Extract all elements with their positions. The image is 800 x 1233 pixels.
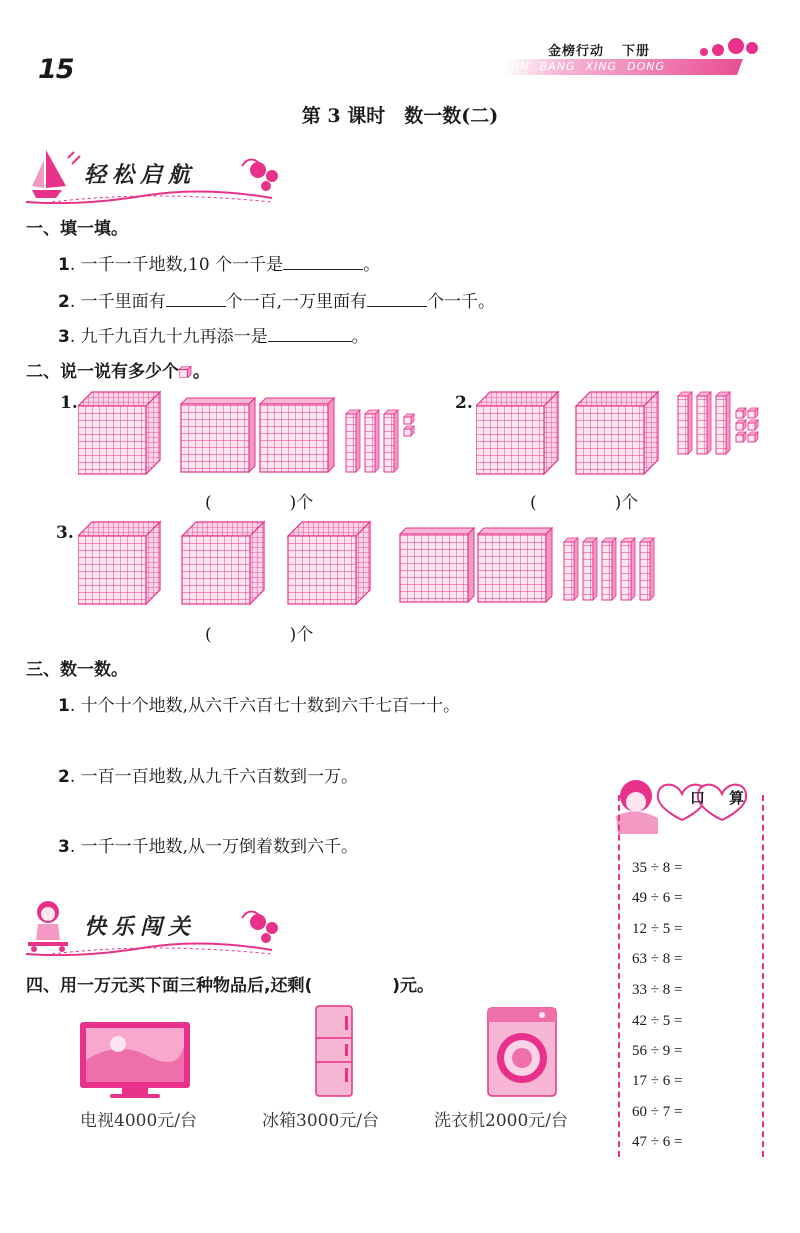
decor-dot: [746, 42, 758, 54]
answer-2-2[interactable]: [530, 488, 638, 513]
section-4-heading: [26, 971, 434, 996]
brand-title: [548, 40, 668, 59]
question-text: . 九千九百九十九再添一是: [69, 327, 268, 347]
problem-2-3-number: 3.: [56, 523, 74, 543]
math-problem: 12 ÷ 5 =: [632, 921, 683, 937]
pinyin-word: DONG: [627, 60, 665, 73]
product-label-washer: 洗衣机2000元/台: [434, 1111, 568, 1131]
question-text: . 一百一百地数,从九千六百数到一万。: [69, 767, 359, 787]
pinyin-word: BANG: [539, 60, 576, 73]
question-suffix: 。: [351, 327, 369, 347]
question-number: 1: [58, 696, 70, 716]
unit-cube-icon: [179, 366, 193, 378]
pinyin-word: XING: [585, 60, 618, 73]
paren-close: )个: [614, 493, 639, 513]
lesson-title: 第 3 课时 数一数(二): [301, 105, 499, 127]
decor-dot: [700, 48, 708, 56]
math-problem: 63 ÷ 8 =: [632, 951, 683, 967]
math-problem: 60 ÷ 7 =: [632, 1104, 683, 1120]
question-text: 个一百,一万里面有: [225, 292, 368, 312]
section-3-heading: 三、数一数。: [26, 660, 128, 680]
heart-label-right: 算: [729, 789, 745, 807]
question-3-1: [58, 691, 460, 716]
paren-open: (: [205, 493, 212, 513]
question-number: 3: [58, 837, 70, 857]
blocks-group-2: [476, 390, 776, 476]
banner-title: 轻松启航: [84, 163, 197, 188]
problem-2-1-number: 1.: [60, 393, 78, 413]
blocks-group-3: [78, 520, 658, 608]
blocks-group-1: [78, 390, 438, 476]
volume-label: 下册: [622, 44, 651, 59]
answer-blank[interactable]: [268, 324, 352, 342]
banner-title: 快乐闯关: [84, 915, 197, 940]
question-3-3: [58, 832, 358, 857]
math-problem: 33 ÷ 8 =: [632, 982, 683, 998]
paren-open: (: [205, 625, 212, 645]
brand-pinyin: [512, 60, 675, 73]
question-suffix: 。: [363, 255, 381, 275]
question-number: 2: [58, 292, 70, 312]
math-problem: 49 ÷ 6 =: [632, 890, 683, 906]
math-problem: 17 ÷ 6 =: [632, 1073, 683, 1089]
fridge-icon: [314, 1004, 354, 1100]
math-problem: 35 ÷ 8 =: [632, 860, 683, 876]
question-1-1: [58, 250, 380, 275]
pinyin-word: JIN: [512, 60, 530, 73]
section-2-tail: 。: [193, 362, 210, 382]
question-number: 1: [58, 255, 70, 275]
question-text: . 一千一千地数,从一万倒着数到六千。: [69, 837, 359, 857]
answer-blank[interactable]: [367, 289, 427, 307]
section-2-heading: [26, 357, 210, 382]
question-1-2: [58, 287, 495, 312]
answer-blank[interactable]: [166, 289, 226, 307]
answer-2-3[interactable]: [205, 620, 313, 645]
paren-close: )个: [289, 625, 314, 645]
problem-2-2-number: 2.: [455, 393, 473, 413]
question-1-3: [58, 322, 369, 347]
paren-close: )个: [289, 493, 314, 513]
warmup-banner: [22, 146, 292, 208]
question-text: . 一千里面有: [69, 292, 166, 312]
product-label-tv: 电视4000元/台: [80, 1111, 197, 1131]
happy-banner: [22, 898, 292, 960]
paren-open: (: [530, 493, 537, 513]
washing-machine-icon: [486, 1006, 558, 1098]
tv-icon: [78, 1020, 192, 1102]
math-problem: 42 ÷ 5 =: [632, 1013, 683, 1029]
answer-blank[interactable]: [283, 252, 363, 270]
page-number: 15: [38, 54, 74, 85]
question-number: 3: [58, 327, 70, 347]
question-number: 2: [58, 767, 70, 787]
section-2-text: 二、说一说有多少个: [26, 362, 179, 382]
question-suffix: 个一千。: [427, 292, 496, 312]
question-text: . 一千一千地数,10 个一千是: [69, 255, 284, 275]
mental-math-panel: [618, 795, 764, 1157]
decor-dot: [728, 38, 744, 54]
section-4-text: 四、用一万元买下面三种物品后,还剩(: [26, 976, 313, 996]
decor-dot: [712, 44, 724, 56]
math-problem: 47 ÷ 6 =: [632, 1134, 683, 1150]
brand-name: 金榜行动: [548, 44, 605, 59]
math-problem: 56 ÷ 9 =: [632, 1043, 683, 1059]
product-label-fridge: 冰箱3000元/台: [262, 1111, 379, 1131]
section-1-heading: 一、填一填。: [26, 219, 128, 239]
heart-label-left: 口: [690, 789, 706, 807]
section-4-tail: )元。: [392, 976, 435, 996]
question-3-2: [58, 762, 358, 787]
question-text: . 十个十个地数,从六千六百七十数到六千七百一十。: [69, 696, 461, 716]
answer-2-1[interactable]: [205, 488, 313, 513]
